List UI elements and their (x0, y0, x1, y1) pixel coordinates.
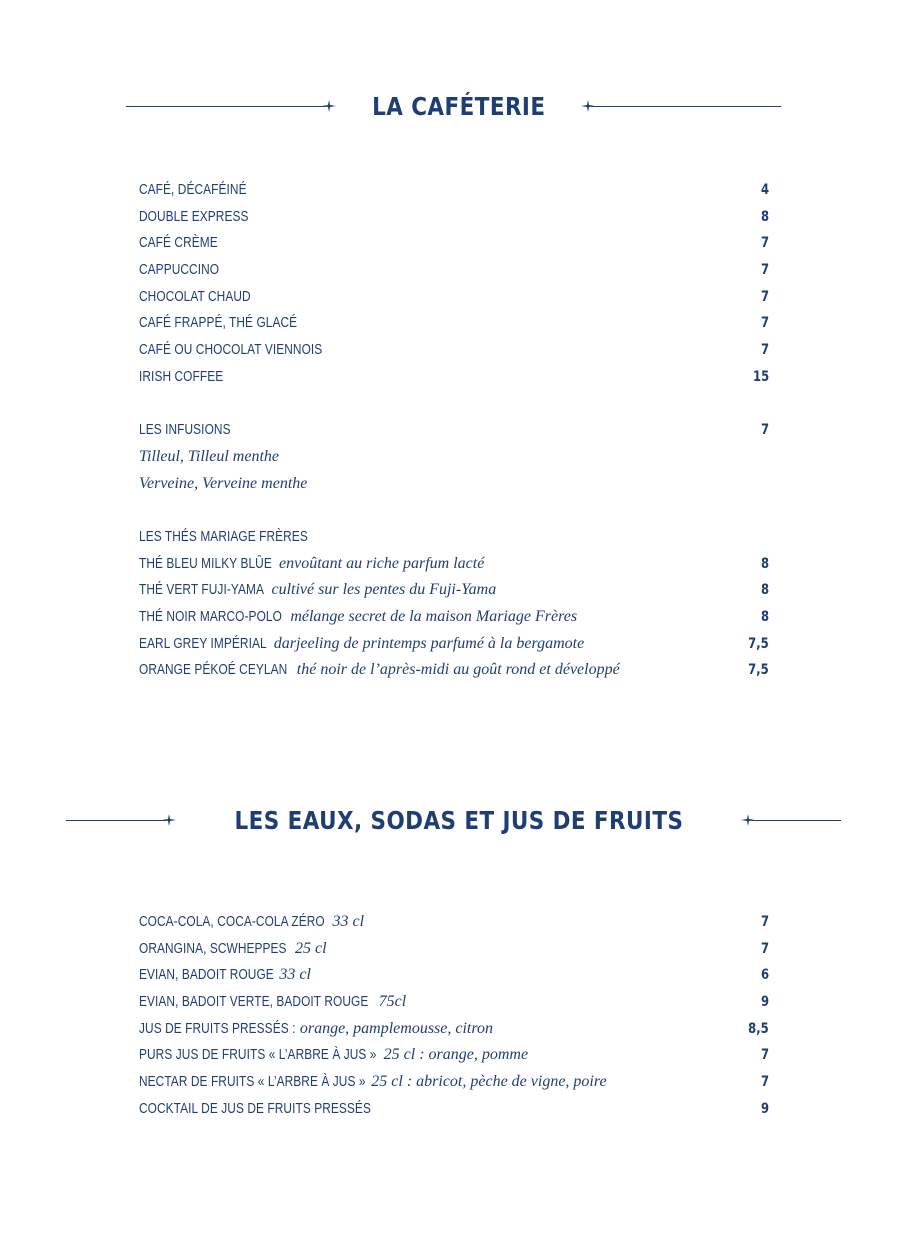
item-name: PURS JUS DE FRUITS « L’ARBRE À JUS » (139, 1047, 377, 1064)
item-price: 8 (760, 582, 769, 599)
item-description: thé noir de l’après-midi au goût rond et développé (296, 661, 620, 679)
menu-item (139, 962, 769, 989)
tea-item (139, 604, 769, 631)
menu-item (139, 909, 769, 936)
menu-item (139, 204, 769, 231)
item-price: 8 (760, 609, 769, 625)
item-name: EVIAN, BADOIT VERTE, BADOIT ROUGE (139, 994, 369, 1011)
item-name: COCA-COLA, COCA-COLA ZÉRO (139, 914, 325, 930)
tea-item (139, 631, 769, 658)
item-name: CHOCOLAT CHAUD (139, 288, 251, 305)
item-price: 8 (760, 555, 769, 572)
item-price: 9 (760, 1100, 769, 1117)
tea-item (139, 577, 769, 604)
item-name: THÉ NOIR MARCO-POLO (139, 609, 282, 625)
item-name: CAFÉ FRAPPÉ, THÉ GLACÉ (139, 315, 298, 332)
menu-item (139, 936, 769, 963)
item-price: 7 (760, 914, 769, 930)
item-name: LES THÉS MARIAGE FRÈRES (139, 528, 308, 545)
item-name: CAPPUCCINO (139, 262, 220, 279)
star-sparkle-icon (322, 100, 336, 112)
item-name: ORANGE PÉKOÉ CEYLAN (139, 662, 288, 679)
right-rule (741, 814, 841, 826)
menu-item (139, 257, 769, 284)
item-name: JUS DE FRUITS PRESSÉS : (139, 1020, 296, 1037)
item-name: THÉ BLEU MILKY BLÛE (139, 555, 272, 572)
item-description: 25 cl (294, 939, 327, 957)
item-price: 15 (752, 368, 769, 385)
left-rule (126, 100, 336, 112)
item-price: 7 (760, 940, 769, 957)
eaux-header (0, 800, 907, 840)
item-price: 4 (760, 182, 769, 198)
item-description: 33 cl (332, 913, 365, 930)
item-name: CAFÉ, DÉCAFÉINÉ (139, 182, 247, 198)
item-name: EVIAN, BADOIT ROUGE (139, 967, 274, 984)
item-price: 7 (760, 288, 769, 305)
item-price: 8 (760, 208, 769, 225)
menu-item (139, 1096, 769, 1123)
item-price: 7 (760, 1074, 769, 1091)
item-price: 7 (760, 342, 769, 359)
star-sparkle-icon (162, 814, 176, 826)
item-name: IRISH COFFEE (139, 368, 224, 385)
item-description: orange, pamplemousse, citron (299, 1019, 494, 1037)
item-price: 8,5 (748, 1020, 769, 1037)
menu-item (139, 1016, 769, 1043)
cafeterie-list (139, 177, 769, 684)
item-description: Verveine, Verveine menthe (139, 474, 308, 492)
menu-item (139, 310, 769, 337)
item-price: 7,5 (748, 662, 769, 679)
infusion-line (139, 444, 769, 471)
item-description: cultivé sur les pentes du Fuji-Yama (271, 581, 497, 599)
menu-item (139, 177, 769, 204)
item-name: DOUBLE EXPRESS (139, 208, 249, 225)
item-price: 6 (760, 967, 769, 984)
item-description: 25 cl : orange, pomme (383, 1046, 529, 1064)
item-name: LES INFUSIONS (139, 422, 231, 439)
item-description: darjeeling de printemps parfumé à la bergamote (273, 634, 585, 652)
item-description: Tilleul, Tilleul menthe (139, 447, 279, 465)
item-description: 33 cl (279, 966, 311, 984)
right-rule (581, 100, 781, 112)
tea-item (139, 551, 769, 578)
item-price: 7 (760, 1047, 769, 1064)
menu-item (139, 337, 769, 364)
section-title: LES EAUX, SODAS ET JUS DE FRUITS (234, 805, 683, 835)
menu-item (139, 364, 769, 391)
item-description: 25 cl : abricot, pèche de vigne, poire (371, 1073, 607, 1091)
eaux-list (139, 909, 769, 1123)
section-title: LA CAFÉTERIE (371, 91, 546, 121)
item-price: 7 (760, 315, 769, 332)
item-description: 75cl (378, 993, 407, 1011)
item-name: COCKTAIL DE JUS DE FRUITS PRESSÉS (139, 1100, 371, 1117)
item-name: THÉ VERT FUJI-YAMA (139, 582, 265, 599)
menu-item (139, 230, 769, 257)
item-price: 9 (760, 994, 769, 1011)
item-description: envoûtant au riche parfum lacté (279, 554, 485, 572)
menu-item (139, 1042, 769, 1069)
item-price: 7 (760, 262, 769, 279)
item-price: 7 (760, 422, 769, 439)
item-name: EARL GREY IMPÉRIAL (139, 635, 267, 652)
item-description: mélange secret de la maison Mariage Frères (290, 608, 578, 625)
item-price: 7,5 (748, 635, 769, 652)
cafeterie-header (0, 86, 907, 126)
menu-item (139, 989, 769, 1016)
tea-item (139, 657, 769, 684)
item-name: NECTAR DE FRUITS « L’ARBRE À JUS » (139, 1074, 366, 1091)
infusion-line (139, 471, 769, 498)
infusions-row (139, 417, 769, 444)
menu-item (139, 284, 769, 311)
item-price: 7 (760, 235, 769, 252)
item-name: ORANGINA, SCWHEPPES (139, 940, 287, 957)
teas-heading (139, 524, 769, 551)
left-rule (66, 814, 176, 826)
item-name: CAFÉ CRÈME (139, 235, 218, 252)
item-name: CAFÉ OU CHOCOLAT VIENNOIS (139, 342, 323, 359)
menu-item (139, 1069, 769, 1096)
